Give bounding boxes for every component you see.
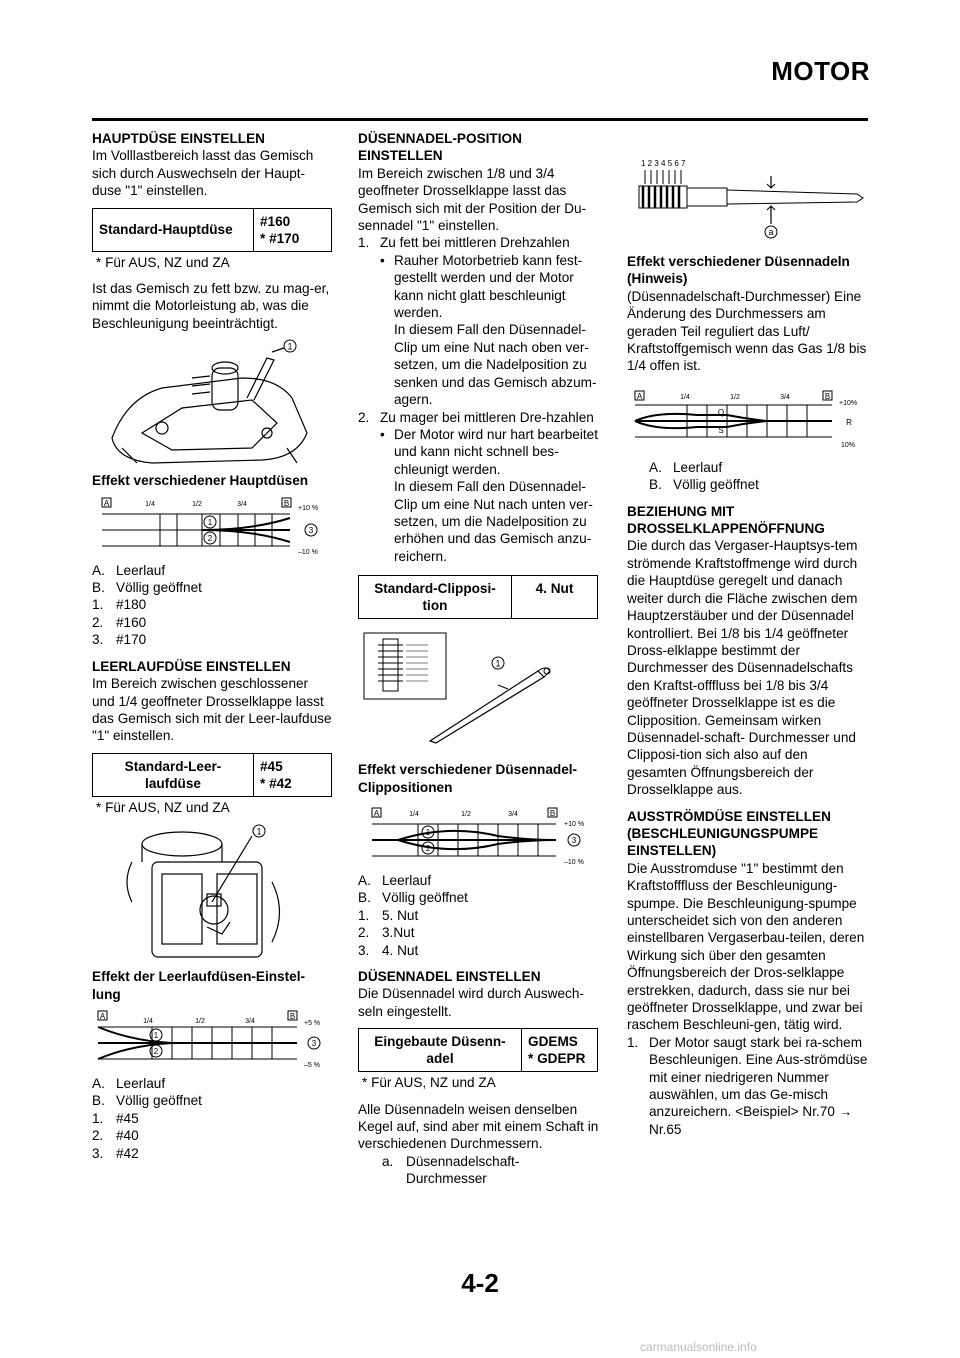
section-title-relation: BEZIEHUNG MIT DROSSELKLAPPENÖFFNUNG bbox=[627, 503, 825, 537]
svg-text:1/2: 1/2 bbox=[461, 810, 471, 818]
column-1 bbox=[92, 130, 332, 1162]
pilot-jet-spec-table bbox=[92, 753, 332, 797]
svg-text:A: A bbox=[636, 391, 643, 401]
svg-text:A: A bbox=[103, 498, 110, 508]
svg-text:A: A bbox=[373, 808, 380, 818]
svg-text:3/4: 3/4 bbox=[237, 500, 247, 508]
list-item: 1. Der Motor saugt stark bei ra-schem Beschleunigen. Eine Aus-strömdüse mit einer niedrigeren Nummer auswählen, um das Ge-misch anzureichern. <Beispiel> Nr.70 → Nr.65 bbox=[627, 1034, 868, 1137]
svg-text:a: a bbox=[768, 227, 774, 237]
pilot-jet-effect-chart bbox=[92, 1009, 337, 1071]
clip-legend bbox=[358, 872, 602, 959]
list-item-detail: In diesem Fall den Düsennadel-Clip um eine Nut nach oben ver-setzen, um die Nadelposition zu senken und das Gemisch abzum-agern. bbox=[394, 322, 597, 408]
legend-item: A. Leerlauf bbox=[358, 872, 432, 888]
svg-text:+10%: +10% bbox=[839, 399, 858, 407]
svg-text:1/2: 1/2 bbox=[730, 393, 740, 401]
clip-position-spec-table bbox=[358, 575, 598, 619]
svg-text:1/4: 1/4 bbox=[409, 810, 419, 818]
legend-item: B. Völlig geöffnet bbox=[92, 580, 202, 596]
legend-item: 1. 5. Nut bbox=[358, 907, 419, 923]
section-title-pilot-jet: LEERLAUFDÜSE EINSTELLEN bbox=[92, 658, 291, 674]
bullet-item: • Der Motor wird nur hart bearbeitet und kann nicht schnell bes-chleunigt werden. bbox=[380, 426, 598, 477]
pilot-jet-legend bbox=[92, 1075, 332, 1162]
clip-effect-chart bbox=[358, 806, 603, 868]
figure-callout: 1 bbox=[287, 341, 293, 352]
svg-text:2: 2 bbox=[425, 843, 431, 853]
svg-text:1/4: 1/4 bbox=[143, 1017, 153, 1025]
svg-text:+10 %: +10 % bbox=[564, 820, 585, 828]
legend-item: A. Leerlauf bbox=[92, 1075, 166, 1091]
svg-text:1/4: 1/4 bbox=[145, 500, 155, 508]
main-jet-effect-title: Effekt verschiedener Hauptdüsen bbox=[92, 473, 309, 489]
svg-text:1: 1 bbox=[425, 827, 431, 837]
svg-text:–5 %: –5 % bbox=[304, 1061, 320, 1069]
needle-clip-figure bbox=[358, 625, 598, 745]
pilot-jet-carburetor-figure bbox=[92, 822, 332, 962]
svg-text:1/4: 1/4 bbox=[680, 393, 690, 401]
section-title-needle-position: DÜSENNADEL-POSITION EINSTELLEN bbox=[358, 131, 522, 164]
jet-needle-figure bbox=[627, 130, 867, 245]
main-jet-spec-table bbox=[92, 208, 332, 252]
legend-item: 3. 4. Nut bbox=[358, 942, 419, 958]
relation-text: Die durch das Vergaser-Hauptsys-tem strömende Kraftstoffmenge wird durch die Hauptdüse geregelt und danach weiter durch die Fläche zwischen dem Hauptzerstäuber und der Düsennadel kontrolliert. Bei 1/8 bis 1/4 geöffneter Dross-elklappe bestimmt der Durchmesser des Düsennadelschafts den Kraftst-offfluss bei 1/8 bis 3/4 geöffneter Drosselklappe ist es die Clipposition. Gemeinsam wirken Düsennadel-schaft- Durchmesser und Clipposi-tion sich also auf den gesamten Öffnungsbereich der Drosselklappe aus. bbox=[627, 538, 858, 798]
needle-effect-legend bbox=[627, 459, 869, 494]
page-title: MOTOR bbox=[771, 56, 870, 86]
needle-text-2: Alle Düsennadeln weisen denselben Kegel auf, sind aber mit einem Schaft in verschiedenen Durchmessern. bbox=[358, 1101, 599, 1152]
svg-text:A: A bbox=[99, 1011, 106, 1021]
svg-text:10%: 10% bbox=[841, 441, 856, 449]
list-item: 2. Zu mager bei mittleren Dre-hzahlen bbox=[358, 409, 594, 425]
column-3 bbox=[627, 130, 869, 1138]
svg-text:3/4: 3/4 bbox=[245, 1017, 255, 1025]
main-jet-carburetor-figure bbox=[92, 338, 332, 468]
spec-note: * Für AUS, NZ und ZA bbox=[96, 799, 230, 815]
legend-item: A. Leerlauf bbox=[92, 562, 166, 578]
svg-text:B: B bbox=[549, 808, 556, 818]
svg-text:3/4: 3/4 bbox=[508, 810, 518, 818]
svg-text:–10 %: –10 % bbox=[564, 858, 584, 866]
svg-text:3: 3 bbox=[311, 1038, 317, 1048]
needle-effect-text: (Düsennadelschaft-Durchmesser) Eine Änderung des Durchmessers am geraden Teil reguliert das Luft/ Kraftstoffgemisch wenn das Gas 1/8 bis 1/4 offen ist. bbox=[627, 288, 867, 374]
accel-pump-text: Die Ausstromduse "1" bestimmt den Kraftstofffluss der Beschleunigung-spumpe. Die Beschleunigung-spumpe unterscheidet sich von den anderen einstellbaren Vergaserbau-teilen, deren Wirkung sich über den gesamten Öffnungsbereich der Dros-selklappe erstrekken, dadurch, dass sie nur bei geöffneter Drosselklappe, und zwar bei raschem Beschleuni-gen, tätig wird. bbox=[627, 860, 865, 1033]
watermark: carmanualsonline.info bbox=[640, 1340, 757, 1354]
legend-item: B. Völlig geöffnet bbox=[649, 477, 759, 493]
svg-text:2: 2 bbox=[207, 533, 213, 543]
legend-item: 1. #180 bbox=[92, 597, 147, 613]
pilot-jet-effect-title: Effekt der Leerlaufdüsen-Einstel-lung bbox=[92, 969, 306, 1002]
bullet-item: • Rauher Motorbetrieb kann fest-gestellt werden und der Motor kann nicht glatt beschleunigt werden. bbox=[380, 252, 583, 321]
svg-text:B: B bbox=[289, 1011, 296, 1021]
main-jet-text: Im Volllastbereich lasst das Gemisch sich durch Auswechseln der Haupt-duse "1" einstellen. bbox=[92, 148, 314, 199]
legend-item: B. Völlig geöffnet bbox=[92, 1093, 202, 1109]
spec-label: Standard-Hauptdüse bbox=[93, 208, 254, 251]
spec-note: * Für AUS, NZ und ZA bbox=[96, 254, 230, 270]
legend-item: 2. 3.Nut bbox=[358, 925, 415, 941]
svg-text:3: 3 bbox=[571, 835, 577, 845]
svg-text:R: R bbox=[846, 417, 852, 427]
section-title-accel-pump: AUSSTRÖMDÜSE EINSTELLEN (BESCHLEUNIGUNGSPUMPE EINSTELLEN) bbox=[627, 808, 831, 859]
spec-value: #45 * #42 bbox=[254, 753, 332, 796]
figure-callout: 1 bbox=[256, 826, 262, 837]
spec-label: Standard-Leer-laufdüse bbox=[93, 753, 254, 796]
section-title-main-jet: HAUPTDÜSE EINSTELLEN bbox=[92, 131, 265, 146]
spec-value: GDEMS * GDEPR bbox=[522, 1029, 598, 1072]
spec-value: 4. Nut bbox=[512, 576, 598, 619]
main-jet-text-2: Ist das Gemisch zu fett bzw. zu mag-er, nimmt die Motorleistung ab, was die Beschleunigung beeinträchtigt. bbox=[92, 281, 330, 331]
needle-legend: a. Düsennadelschaft-Durchmesser bbox=[382, 1153, 520, 1187]
legend-item: 1. #45 bbox=[92, 1110, 139, 1126]
legend-item: B. Völlig geöffnet bbox=[358, 890, 468, 906]
needle-position-steps bbox=[358, 234, 602, 565]
needle-effect-title: Effekt verschiedener Düsennadeln (Hinweis) bbox=[627, 254, 850, 287]
needle-position-text: Im Bereich zwischen 1/8 und 3/4 geoffneter Drosselklappe lasst das Gemisch sich mit der Position der Du-sennadel "1" einstellen. bbox=[358, 165, 587, 234]
legend-item: 2. #40 bbox=[92, 1128, 139, 1144]
svg-text:S: S bbox=[718, 425, 724, 435]
svg-text:1: 1 bbox=[153, 1030, 159, 1040]
needle-groove-numbers: 1 2 3 4 5 6 7 bbox=[641, 159, 686, 168]
spec-label: Standard-Clipposi-tion bbox=[359, 576, 512, 619]
legend-item: 3. #42 bbox=[92, 1145, 139, 1161]
list-item: 1. Zu fett bei mittleren Drehzahlen bbox=[358, 235, 570, 251]
clip-effect-title: Effekt verschiedener Düsennadel-Clippositionen bbox=[358, 762, 578, 795]
main-jet-effect-chart bbox=[92, 496, 337, 558]
svg-text:1: 1 bbox=[207, 517, 213, 527]
needle-spec-table bbox=[358, 1028, 598, 1072]
svg-text:B: B bbox=[283, 498, 290, 508]
needle-diameter-chart bbox=[627, 389, 872, 455]
legend-item: 3. #170 bbox=[92, 632, 147, 648]
svg-text:3: 3 bbox=[308, 525, 314, 535]
spec-value: #160 * #170 bbox=[254, 208, 332, 251]
header-rule bbox=[92, 118, 868, 121]
svg-text:+10 %: +10 % bbox=[298, 504, 319, 512]
svg-text:1/2: 1/2 bbox=[195, 1017, 205, 1025]
spec-label: Eingebaute Düsenn-adel bbox=[359, 1029, 522, 1072]
main-jet-legend bbox=[92, 562, 332, 649]
legend-item: A. Leerlauf bbox=[649, 459, 723, 475]
pilot-jet-text: Im Bereich zwischen geschlossener und 1/4 geoffneter Drosselklappe lasst das Gemisch sich mit der Leer-laufduse "1" einstellen. bbox=[92, 676, 332, 744]
svg-text:3/4: 3/4 bbox=[780, 393, 790, 401]
svg-text:2: 2 bbox=[153, 1046, 159, 1056]
svg-text:+5 %: +5 % bbox=[304, 1019, 321, 1027]
svg-text:1/2: 1/2 bbox=[192, 500, 202, 508]
list-item-detail: In diesem Fall den Düsennadel-Clip um eine Nut nach unten ver-setzen, um die Nadelposition zu erhöhen und das Gemisch anzu-reichern. bbox=[394, 479, 593, 564]
svg-text:B: B bbox=[824, 391, 831, 401]
column-2 bbox=[358, 130, 602, 1188]
spec-note: * Für AUS, NZ und ZA bbox=[362, 1075, 496, 1091]
needle-text: Die Düsennadel wird durch Auswech-seln eingestellt. bbox=[358, 986, 584, 1019]
legend-item: 2. #160 bbox=[92, 614, 147, 630]
svg-text:Q: Q bbox=[717, 407, 725, 417]
page-number: 4-2 bbox=[461, 1268, 499, 1298]
figure-callout: 1 bbox=[495, 658, 501, 669]
section-title-needle: DÜSENNADEL EINSTELLEN bbox=[358, 969, 541, 984]
svg-text:–10 %: –10 % bbox=[298, 548, 318, 556]
